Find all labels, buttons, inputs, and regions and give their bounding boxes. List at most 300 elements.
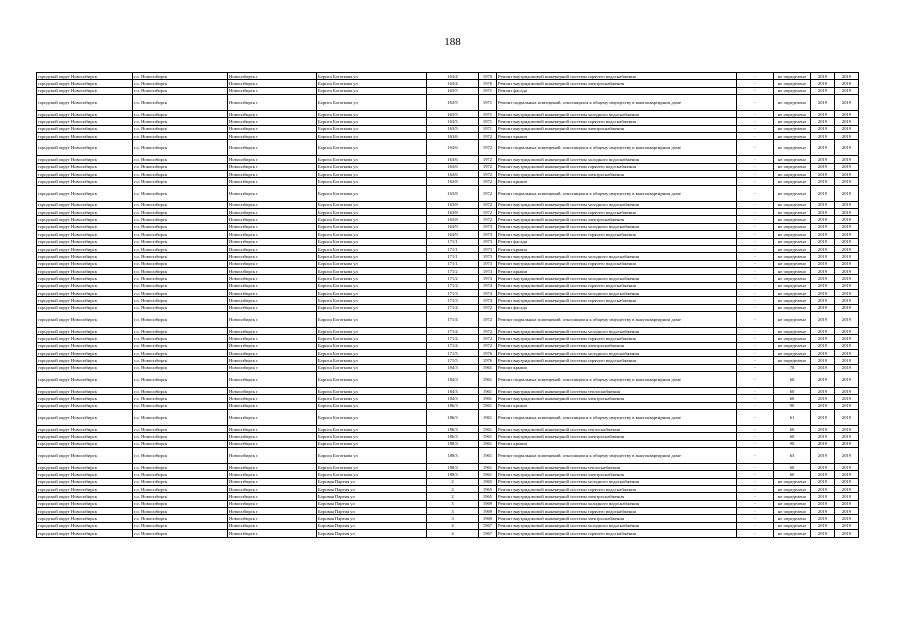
district-cell: г.о. Новосибирск	[133, 327, 228, 334]
table-row	[37, 372, 859, 388]
start-year-cell: 2019	[811, 111, 835, 118]
municipality-cell: городской округ Новосибирск	[37, 395, 133, 402]
work-type-cell: Ремонт крыши	[497, 364, 737, 371]
street-cell: Бориса Богаткова ул	[317, 163, 427, 170]
cost-cell: не определено	[774, 245, 811, 252]
street-cell: Боровая Партия ул	[317, 478, 427, 485]
year-built-cell: 1961	[479, 440, 497, 447]
table-row	[37, 522, 859, 529]
city-cell: Новосибирск г	[228, 125, 317, 132]
end-year-cell: 2019	[835, 156, 859, 163]
cost-cell: не определено	[774, 185, 811, 201]
start-year-cell: 2019	[811, 80, 835, 87]
work-type-cell: Ремонт внутридомовой инженерной системы электроснабжения	[497, 171, 737, 178]
year-built-cell: 1972	[479, 311, 497, 327]
table-row	[37, 282, 859, 289]
street-cell: Бориса Богаткова ул	[317, 80, 427, 87]
table-row	[37, 275, 859, 282]
work-type-cell: Ремонт крыши	[497, 178, 737, 185]
city-cell: Новосибирск г	[228, 111, 317, 118]
end-year-cell: 2019	[835, 140, 859, 156]
street-cell: Бориса Богаткова ул	[317, 304, 427, 311]
start-year-cell: 2019	[811, 185, 835, 201]
municipality-cell: городской округ Новосибирск	[37, 471, 133, 478]
start-year-cell: 2019	[811, 440, 835, 447]
table-row	[37, 388, 859, 395]
city-cell: Новосибирск г	[228, 522, 317, 529]
work-type-cell: Ремонт крыши	[497, 133, 737, 140]
street-cell: Боровая Партия ул	[317, 493, 427, 500]
city-cell: Новосибирск г	[228, 267, 317, 274]
start-year-cell: 2019	[811, 335, 835, 342]
end-year-cell: 2019	[835, 297, 859, 304]
cost-cell: 70	[774, 364, 811, 371]
house-number-cell: 186/3	[427, 426, 479, 433]
dash-cell: -	[737, 335, 774, 342]
year-built-cell: 1972	[479, 163, 497, 170]
municipality-cell: городской округ Новосибирск	[37, 342, 133, 349]
cost-cell: не определено	[774, 111, 811, 118]
end-year-cell: 2019	[835, 426, 859, 433]
dash-cell: -	[737, 388, 774, 395]
district-cell: г.о. Новосибирск	[133, 357, 228, 364]
city-cell: Новосибирск г	[228, 201, 317, 208]
house-number-cell: 184/3	[427, 388, 479, 395]
city-cell: Новосибирск г	[228, 216, 317, 223]
table-row	[37, 73, 859, 80]
work-type-cell: Ремонт подвальных помещений, относящихся к общему имуществу в многоквартирном доме	[497, 311, 737, 327]
dash-cell: -	[737, 125, 774, 132]
work-type-cell: Ремонт крыши	[497, 440, 737, 447]
start-year-cell: 2019	[811, 216, 835, 223]
table-row	[37, 223, 859, 230]
year-built-cell: 1972	[479, 327, 497, 334]
end-year-cell: 2019	[835, 163, 859, 170]
district-cell: г.о. Новосибирск	[133, 231, 228, 238]
municipality-cell: городской округ Новосибирск	[37, 156, 133, 163]
district-cell: г.о. Новосибирск	[133, 156, 228, 163]
work-type-cell: Ремонт внутридомовой инженерной системы горячего водоснабжения	[497, 260, 737, 267]
year-built-cell: 1961	[479, 448, 497, 464]
municipality-cell: городской округ Новосибирск	[37, 464, 133, 471]
dash-cell: -	[737, 275, 774, 282]
house-number-cell: 163/8	[427, 216, 479, 223]
work-type-cell: Ремонт внутридомовой инженерной системы горячего водоснабжения	[497, 357, 737, 364]
dash-cell: -	[737, 171, 774, 178]
street-cell: Бориса Богаткова ул	[317, 140, 427, 156]
end-year-cell: 2019	[835, 448, 859, 464]
municipality-cell: городской округ Новосибирск	[37, 357, 133, 364]
municipality-cell: городской округ Новосибирск	[37, 185, 133, 201]
year-built-cell: 1967	[479, 530, 497, 537]
year-built-cell: 1961	[479, 402, 497, 409]
start-year-cell: 2019	[811, 289, 835, 296]
municipality-cell: городской округ Новосибирск	[37, 163, 133, 170]
year-built-cell: 1961	[479, 464, 497, 471]
work-type-cell: Ремонт внутридомовой инженерной системы электроснабжения	[497, 395, 737, 402]
district-cell: г.о. Новосибирск	[133, 245, 228, 252]
dash-cell: -	[737, 471, 774, 478]
start-year-cell: 2019	[811, 448, 835, 464]
municipality-cell: городской округ Новосибирск	[37, 433, 133, 440]
page-number: 188	[444, 36, 461, 48]
end-year-cell: 2019	[835, 216, 859, 223]
table-row	[37, 410, 859, 426]
dash-cell: -	[737, 440, 774, 447]
end-year-cell: 2019	[835, 471, 859, 478]
house-number-cell: 163/9	[427, 231, 479, 238]
table-row	[37, 304, 859, 311]
street-cell: Бориса Богаткова ул	[317, 267, 427, 274]
city-cell: Новосибирск г	[228, 289, 317, 296]
municipality-cell: городской округ Новосибирск	[37, 364, 133, 371]
work-type-cell: Ремонт подвальных помещений, относящихся к общему имуществу в многоквартирном доме	[497, 372, 737, 388]
municipality-cell: городской округ Новосибирск	[37, 140, 133, 156]
district-cell: г.о. Новосибирск	[133, 171, 228, 178]
year-built-cell: 1961	[479, 388, 497, 395]
table-row	[37, 335, 859, 342]
dash-cell: -	[737, 245, 774, 252]
district-cell: г.о. Новосибирск	[133, 410, 228, 426]
house-number-cell: 171/4	[427, 335, 479, 342]
end-year-cell: 2019	[835, 238, 859, 245]
street-cell: Бориса Богаткова ул	[317, 464, 427, 471]
end-year-cell: 2019	[835, 522, 859, 529]
municipality-cell: городской округ Новосибирск	[37, 297, 133, 304]
dash-cell: -	[737, 493, 774, 500]
work-type-cell: Ремонт фасада	[497, 238, 737, 245]
city-cell: Новосибирск г	[228, 486, 317, 493]
house-number-cell: 163/9	[427, 223, 479, 230]
cost-cell: не определено	[774, 156, 811, 163]
house-number-cell: 163/5	[427, 95, 479, 111]
district-cell: г.о. Новосибирск	[133, 282, 228, 289]
municipality-cell: городской округ Новосибирск	[37, 289, 133, 296]
district-cell: г.о. Новосибирск	[133, 216, 228, 223]
end-year-cell: 2019	[835, 87, 859, 94]
dash-cell: -	[737, 402, 774, 409]
work-type-cell: Ремонт подвальных помещений, относящихся к общему имуществу в многоквартирном доме	[497, 448, 737, 464]
table-row	[37, 402, 859, 409]
work-type-cell: Ремонт крыши	[497, 245, 737, 252]
start-year-cell: 2019	[811, 364, 835, 371]
house-number-cell: 163/8	[427, 185, 479, 201]
house-number-cell: 188/3	[427, 471, 479, 478]
district-cell: г.о. Новосибирск	[133, 530, 228, 537]
city-cell: Новосибирск г	[228, 238, 317, 245]
street-cell: Бориса Богаткова ул	[317, 171, 427, 178]
start-year-cell: 2019	[811, 493, 835, 500]
end-year-cell: 2019	[835, 493, 859, 500]
house-number-cell: 171/4	[427, 304, 479, 311]
work-type-cell: Ремонт подвальных помещений, относящихся к общему имуществу в многоквартирном доме	[497, 95, 737, 111]
table-row	[37, 87, 859, 94]
work-type-cell: Ремонт фасада	[497, 87, 737, 94]
municipality-cell: городской округ Новосибирск	[37, 448, 133, 464]
end-year-cell: 2019	[835, 95, 859, 111]
year-built-cell: 1972	[479, 342, 497, 349]
start-year-cell: 2019	[811, 223, 835, 230]
municipality-cell: городской округ Новосибирск	[37, 372, 133, 388]
end-year-cell: 2019	[835, 125, 859, 132]
cost-cell: не определено	[774, 209, 811, 216]
city-cell: Новосибирск г	[228, 282, 317, 289]
work-type-cell: Ремонт внутридомовой инженерной системы горячего водоснабжения	[497, 282, 737, 289]
end-year-cell: 2019	[835, 500, 859, 507]
start-year-cell: 2019	[811, 178, 835, 185]
work-type-cell: Ремонт внутридомовой инженерной системы горячего водоснабжения	[497, 297, 737, 304]
year-built-cell: 1972	[479, 209, 497, 216]
start-year-cell: 2019	[811, 163, 835, 170]
house-number-cell: 163/4	[427, 73, 479, 80]
city-cell: Новосибирск г	[228, 311, 317, 327]
house-number-cell: 186/3	[427, 402, 479, 409]
work-type-cell: Ремонт внутридомовой инженерной системы теплоснабжения	[497, 464, 737, 471]
city-cell: Новосибирск г	[228, 140, 317, 156]
cost-cell: не определено	[774, 486, 811, 493]
district-cell: г.о. Новосибирск	[133, 260, 228, 267]
table-row	[37, 289, 859, 296]
table-row	[37, 349, 859, 356]
table-row	[37, 140, 859, 156]
street-cell: Бориса Богаткова ул	[317, 238, 427, 245]
dash-cell: -	[737, 311, 774, 327]
end-year-cell: 2019	[835, 464, 859, 471]
house-number-cell: 186/3	[427, 410, 479, 426]
street-cell: Боровая Партия ул	[317, 515, 427, 522]
year-built-cell: 1972	[479, 335, 497, 342]
street-cell: Бориса Богаткова ул	[317, 349, 427, 356]
house-number-cell: 2	[427, 493, 479, 500]
municipality-cell: городской округ Новосибирск	[37, 87, 133, 94]
start-year-cell: 2019	[811, 478, 835, 485]
street-cell: Бориса Богаткова ул	[317, 216, 427, 223]
year-built-cell: 1970	[479, 80, 497, 87]
district-cell: г.о. Новосибирск	[133, 223, 228, 230]
cost-cell: не определено	[774, 201, 811, 208]
house-number-cell: 4	[427, 530, 479, 537]
city-cell: Новосибирск г	[228, 426, 317, 433]
dash-cell: -	[737, 364, 774, 371]
cost-cell: не определено	[774, 253, 811, 260]
district-cell: г.о. Новосибирск	[133, 515, 228, 522]
work-type-cell: Ремонт внутридомовой инженерной системы горячего водоснабжения	[497, 163, 737, 170]
table-row	[37, 327, 859, 334]
end-year-cell: 2019	[835, 171, 859, 178]
start-year-cell: 2019	[811, 304, 835, 311]
end-year-cell: 2019	[835, 364, 859, 371]
dash-cell: -	[737, 349, 774, 356]
start-year-cell: 2019	[811, 349, 835, 356]
city-cell: Новосибирск г	[228, 349, 317, 356]
table-row	[37, 111, 859, 118]
street-cell: Бориса Богаткова ул	[317, 178, 427, 185]
dash-cell: -	[737, 178, 774, 185]
work-type-cell: Ремонт внутридомовой инженерной системы электроснабжения	[497, 471, 737, 478]
house-number-cell: 184/3	[427, 364, 479, 371]
house-number-cell: 171/4	[427, 342, 479, 349]
dash-cell: -	[737, 156, 774, 163]
start-year-cell: 2019	[811, 140, 835, 156]
street-cell: Бориса Богаткова ул	[317, 402, 427, 409]
year-built-cell: 1965	[479, 486, 497, 493]
cost-cell: 60	[774, 433, 811, 440]
city-cell: Новосибирск г	[228, 493, 317, 500]
municipality-cell: городской округ Новосибирск	[37, 171, 133, 178]
municipality-cell: городской округ Новосибирск	[37, 335, 133, 342]
start-year-cell: 2019	[811, 260, 835, 267]
house-number-cell: 163/4	[427, 80, 479, 87]
cost-cell: не определено	[774, 267, 811, 274]
work-type-cell: Ремонт внутридомовой инженерной системы теплоснабжения	[497, 426, 737, 433]
street-cell: Бориса Богаткова ул	[317, 73, 427, 80]
house-number-cell: 2	[427, 486, 479, 493]
table-row	[37, 364, 859, 371]
end-year-cell: 2019	[835, 223, 859, 230]
city-cell: Новосибирск г	[228, 335, 317, 342]
start-year-cell: 2019	[811, 471, 835, 478]
end-year-cell: 2019	[835, 395, 859, 402]
table-row	[37, 471, 859, 478]
municipality-cell: городской округ Новосибирск	[37, 231, 133, 238]
municipality-cell: городской округ Новосибирск	[37, 522, 133, 529]
street-cell: Бориса Богаткова ул	[317, 209, 427, 216]
end-year-cell: 2019	[835, 80, 859, 87]
end-year-cell: 2019	[835, 178, 859, 185]
year-built-cell: 1961	[479, 410, 497, 426]
work-type-cell: Ремонт внутридомовой инженерной системы холодного водоснабжения	[497, 223, 737, 230]
municipality-cell: городской округ Новосибирск	[37, 95, 133, 111]
work-type-cell: Ремонт внутридомовой инженерной системы холодного водоснабжения	[497, 500, 737, 507]
start-year-cell: 2019	[811, 253, 835, 260]
house-number-cell: 188/3	[427, 440, 479, 447]
district-cell: г.о. Новосибирск	[133, 304, 228, 311]
start-year-cell: 2019	[811, 410, 835, 426]
house-number-cell: 188/3	[427, 464, 479, 471]
cost-cell: 60	[774, 426, 811, 433]
start-year-cell: 2019	[811, 395, 835, 402]
end-year-cell: 2019	[835, 388, 859, 395]
work-type-cell: Ремонт внутридомовой инженерной системы холодного водоснабжения	[497, 478, 737, 485]
end-year-cell: 2019	[835, 486, 859, 493]
dash-cell: -	[737, 238, 774, 245]
street-cell: Боровая Партия ул	[317, 508, 427, 515]
cost-cell: 60	[774, 395, 811, 402]
table-row	[37, 118, 859, 125]
cost-cell: 61	[774, 410, 811, 426]
work-type-cell: Ремонт внутридомовой инженерной системы горячего водоснабжения	[497, 508, 737, 515]
work-type-cell: Ремонт крыши	[497, 402, 737, 409]
street-cell: Бориса Богаткова ул	[317, 335, 427, 342]
street-cell: Бориса Богаткова ул	[317, 364, 427, 371]
city-cell: Новосибирск г	[228, 87, 317, 94]
cost-cell: 63	[774, 448, 811, 464]
dash-cell: -	[737, 448, 774, 464]
house-number-cell: 171/3	[427, 289, 479, 296]
work-type-cell: Ремонт внутридомовой инженерной системы электроснабжения	[497, 515, 737, 522]
start-year-cell: 2019	[811, 73, 835, 80]
district-cell: г.о. Новосибирск	[133, 493, 228, 500]
cost-cell: 60	[774, 372, 811, 388]
district-cell: г.о. Новосибирск	[133, 275, 228, 282]
start-year-cell: 2019	[811, 500, 835, 507]
street-cell: Боровая Партия ул	[317, 500, 427, 507]
city-cell: Новосибирск г	[228, 342, 317, 349]
house-number-cell: 171/4	[427, 327, 479, 334]
table-row	[37, 500, 859, 507]
start-year-cell: 2019	[811, 245, 835, 252]
end-year-cell: 2019	[835, 342, 859, 349]
municipality-cell: городской округ Новосибирск	[37, 267, 133, 274]
start-year-cell: 2019	[811, 464, 835, 471]
work-type-cell: Ремонт внутридомовой инженерной системы горячего водоснабжения	[497, 231, 737, 238]
street-cell: Боровая Партия ул	[317, 522, 427, 529]
year-built-cell: 1976	[479, 357, 497, 364]
street-cell: Бориса Богаткова ул	[317, 372, 427, 388]
cost-cell: не определено	[774, 478, 811, 485]
year-built-cell: 1976	[479, 349, 497, 356]
year-built-cell: 1974	[479, 267, 497, 274]
year-built-cell: 1971	[479, 95, 497, 111]
district-cell: г.о. Новосибирск	[133, 163, 228, 170]
city-cell: Новосибирск г	[228, 231, 317, 238]
city-cell: Новосибирск г	[228, 388, 317, 395]
dash-cell: -	[737, 327, 774, 334]
table-row	[37, 297, 859, 304]
work-type-cell: Ремонт внутридомовой инженерной системы электроснабжения	[497, 125, 737, 132]
municipality-cell: городской округ Новосибирск	[37, 440, 133, 447]
end-year-cell: 2019	[835, 478, 859, 485]
dash-cell: -	[737, 231, 774, 238]
year-built-cell: 1973	[479, 253, 497, 260]
table-row	[37, 185, 859, 201]
table-row	[37, 448, 859, 464]
district-cell: г.о. Новосибирск	[133, 433, 228, 440]
dash-cell: -	[737, 410, 774, 426]
end-year-cell: 2019	[835, 410, 859, 426]
district-cell: г.о. Новосибирск	[133, 522, 228, 529]
district-cell: г.о. Новосибирск	[133, 111, 228, 118]
start-year-cell: 2019	[811, 486, 835, 493]
municipality-cell: городской округ Новосибирск	[37, 426, 133, 433]
table-row	[37, 80, 859, 87]
street-cell: Бориса Богаткова ул	[317, 410, 427, 426]
work-type-cell: Ремонт подвальных помещений, относящихся к общему имуществу в многоквартирном доме	[497, 410, 737, 426]
district-cell: г.о. Новосибирск	[133, 335, 228, 342]
city-cell: Новосибирск г	[228, 500, 317, 507]
work-type-cell: Ремонт подвальных помещений, относящихся к общему имуществу в многоквартирном доме	[497, 140, 737, 156]
dash-cell: -	[737, 342, 774, 349]
district-cell: г.о. Новосибирск	[133, 448, 228, 464]
year-built-cell: 1972	[479, 178, 497, 185]
dash-cell: -	[737, 464, 774, 471]
cost-cell: не определено	[774, 297, 811, 304]
end-year-cell: 2019	[835, 508, 859, 515]
municipality-cell: городской округ Новосибирск	[37, 486, 133, 493]
street-cell: Бориса Богаткова ул	[317, 156, 427, 163]
street-cell: Бориса Богаткова ул	[317, 201, 427, 208]
work-type-cell: Ремонт внутридомовой инженерной системы холодного водоснабжения	[497, 156, 737, 163]
table-row	[37, 464, 859, 471]
house-number-cell: 2	[427, 478, 479, 485]
city-cell: Новосибирск г	[228, 118, 317, 125]
city-cell: Новосибирск г	[228, 95, 317, 111]
dash-cell: -	[737, 500, 774, 507]
district-cell: г.о. Новосибирск	[133, 508, 228, 515]
street-cell: Бориса Богаткова ул	[317, 185, 427, 201]
year-built-cell: 1971	[479, 118, 497, 125]
start-year-cell: 2019	[811, 133, 835, 140]
